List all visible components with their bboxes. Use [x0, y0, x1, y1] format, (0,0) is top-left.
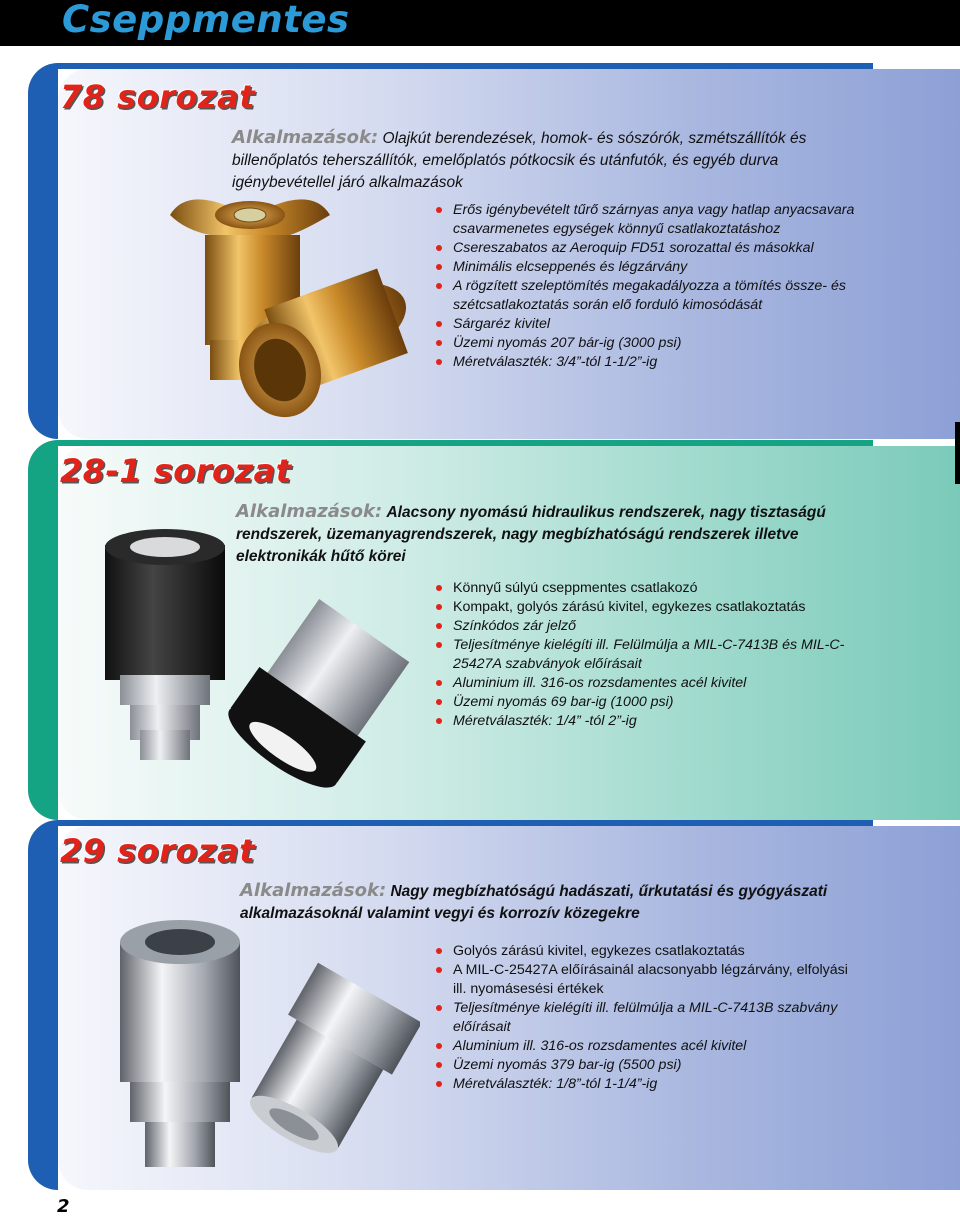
applications-description: Alacsony nyomású hidraulikus rendszerek, nagy tisztaságú rendszerek, üzemanyagrendszerek, nagy megbízhatóságú rendszerek illetve elektronikák hűtő körei — [236, 504, 826, 565]
section-title: 78 sorozat — [60, 78, 255, 116]
black-aluminium-coupling-image — [100, 525, 420, 790]
list-item: Sárgaréz kivitel — [435, 315, 855, 334]
applications-label: Alkalmazások: — [236, 501, 383, 522]
list-item: A rögzített szeleptömítés megakadályozza a tömítés össze- és szétcsatlakoztatás során elő forduló kimosódását — [435, 277, 855, 315]
features-list — [435, 201, 855, 372]
page-header — [0, 0, 960, 46]
applications-text — [232, 127, 872, 194]
page-title: Cseppmentes — [62, 0, 350, 41]
brass-coupling-image — [165, 190, 425, 435]
features-list — [435, 579, 865, 731]
list-item: Kompakt, golyós zárású kivitel, egykezes csatlakoztatás — [435, 598, 865, 617]
list-item: A MIL-C-25427A előírásainál alacsonyabb légzárvány, elfolyási ill. nyomásesési értékek — [435, 961, 855, 999]
list-item: Színkódos zár jelző — [435, 617, 865, 636]
list-item: Méretválaszték: 3/4”-tól 1-1/2”-ig — [435, 353, 855, 372]
list-item: Üzemi nyomás 69 bar-ig (1000 psi) — [435, 693, 865, 712]
list-item: Méretválaszték: 1/4” -tól 2”-ig — [435, 712, 865, 731]
list-item: Üzemi nyomás 379 bar-ig (5500 psi) — [435, 1056, 855, 1075]
list-item: Könnyű súlyú cseppmentes csatlakozó — [435, 579, 865, 598]
list-item: Teljesítménye kielégíti ill. Felülmúlja a MIL-C-7413B és MIL-C-25427A szabványok előírásait — [435, 636, 865, 674]
list-item: Minimális elcseppenés és légzárvány — [435, 258, 855, 277]
section-title: 29 sorozat — [60, 832, 255, 870]
list-item: Aluminium ill. 316-os rozsdamentes acél kivitel — [435, 1037, 855, 1056]
section-strip — [28, 63, 58, 439]
section-strip — [28, 440, 58, 820]
edge-mark — [955, 422, 960, 484]
page-number: 2 — [57, 1196, 70, 1217]
list-item: Erős igénybevételt tűrő szárnyas anya vagy hatlap anyacsavara csavarmenetes egységek könnyű csatlakoztatáshoz — [435, 201, 855, 239]
list-item: Méretválaszték: 1/8”-tól 1-1/4”-ig — [435, 1075, 855, 1094]
list-item: Csereszabatos az Aeroquip FD51 sorozattal és másokkal — [435, 239, 855, 258]
section-title: 28-1 sorozat — [60, 452, 292, 490]
applications-description: Olajkút berendezések, homok- és sószórók, szmétszállítók és billenőplatós teherszállítók, emelőplatós pótkocsik és utánfutók, és egyéb durva igénybevétellel járó alkalmazások — [232, 130, 807, 191]
stainless-coupling-image — [110, 912, 420, 1182]
list-item: Teljesítménye kielégíti ill. felülmúlja a MIL-C-7413B szabvány előírásait — [435, 999, 855, 1037]
list-item: Üzemi nyomás 207 bár-ig (3000 psi) — [435, 334, 855, 353]
section-strip — [28, 820, 58, 1190]
list-item: Aluminium ill. 316-os rozsdamentes acél kivitel — [435, 674, 865, 693]
applications-label: Alkalmazások: — [240, 880, 387, 901]
features-list — [435, 942, 855, 1094]
list-item: Golyós zárású kivitel, egykezes csatlakoztatás — [435, 942, 855, 961]
applications-description: Nagy megbízhatóságú hadászati, űrkutatási és gyógyászati alkalmazásoknál valamint vegyi és korrozív közegekre — [240, 883, 828, 922]
applications-label: Alkalmazások: — [232, 127, 379, 148]
